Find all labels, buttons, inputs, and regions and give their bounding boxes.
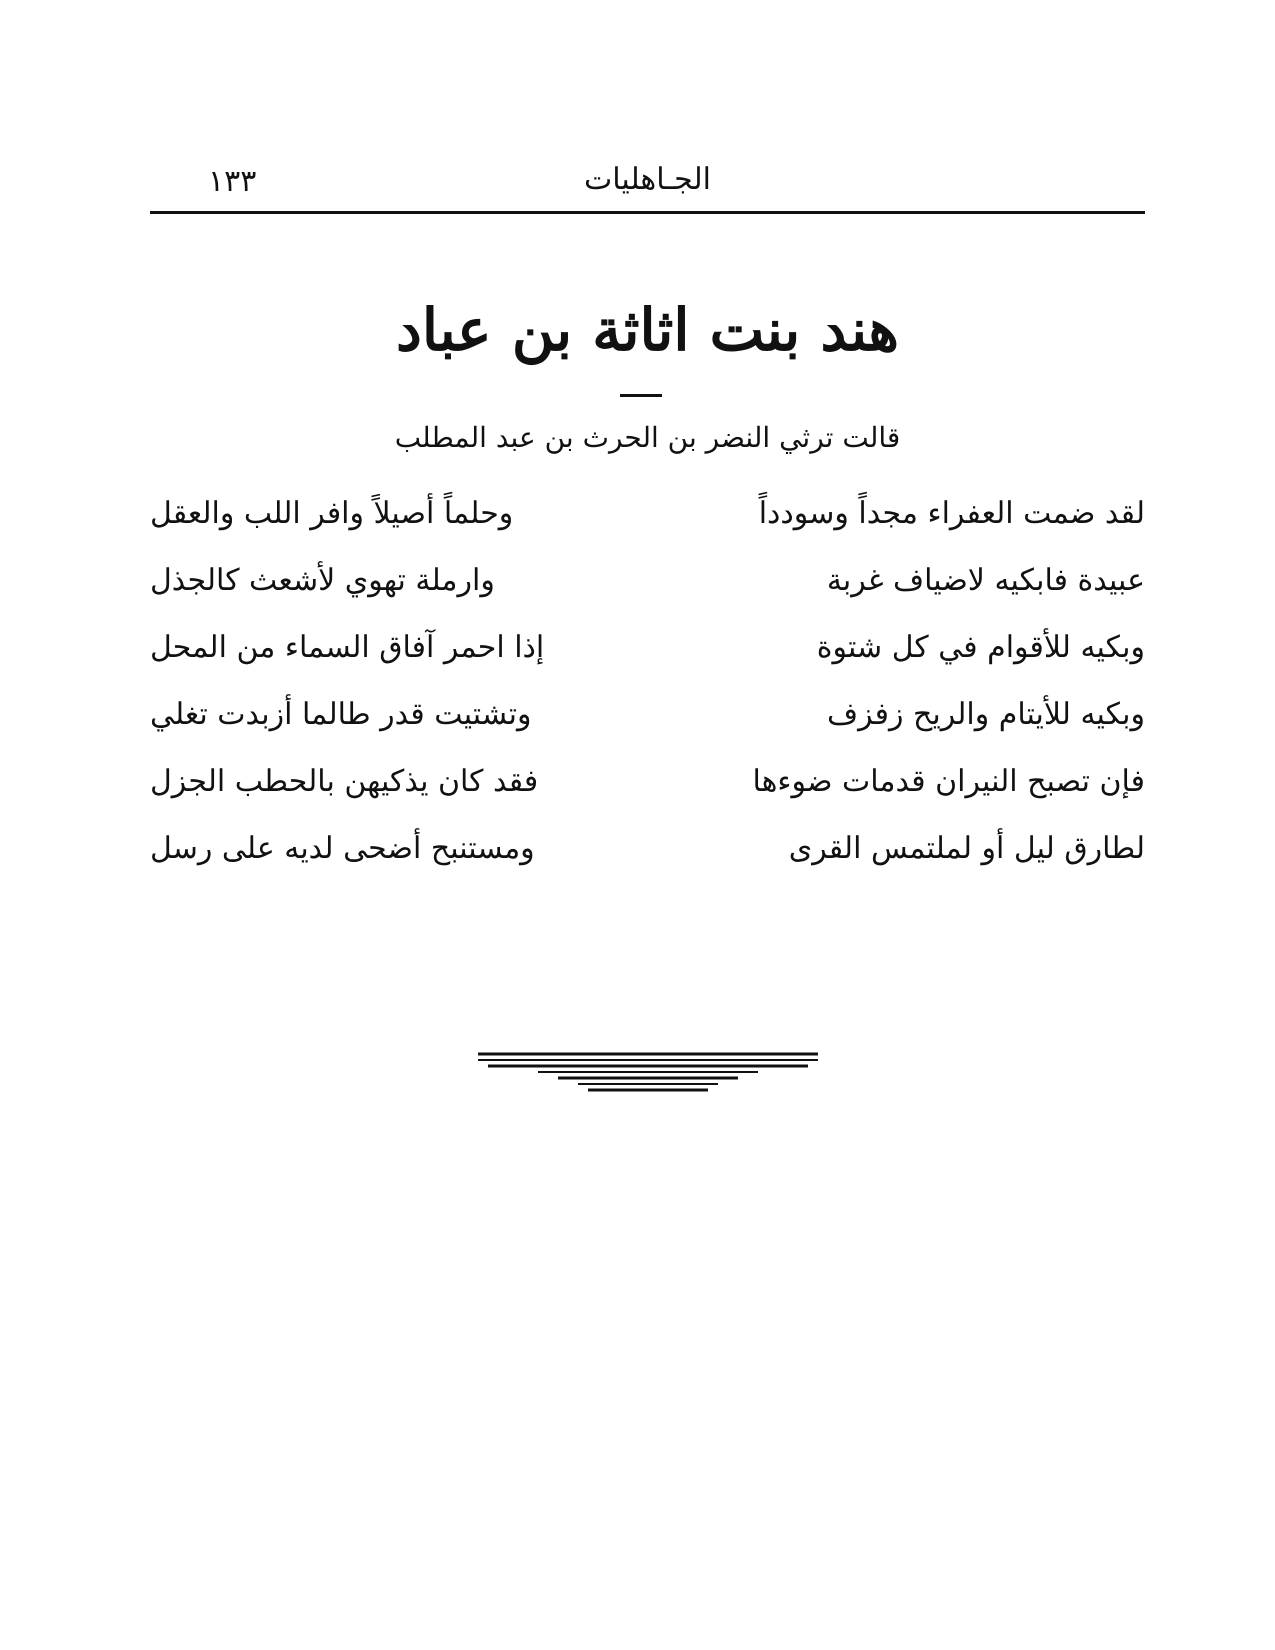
poem-title: هند بنت اثاثة بن عباد (396, 296, 899, 364)
verse-row (150, 614, 1145, 681)
verse-second-hemistich: إذا احمر آفاق السماء من المحل (150, 630, 545, 665)
verse-first-hemistich: لطارق ليل أو لملتمس القرى (788, 831, 1145, 866)
verse-second-hemistich: وتشتيت قدر طالما أزبدت تغلي (150, 697, 532, 732)
title-divider (620, 394, 662, 397)
verse-first-hemistich: فإن تصبح النيران قدمات ضوءها (752, 764, 1145, 799)
page-number: ١٣٣ (208, 164, 257, 199)
verse-second-hemistich: فقد كان يذكيهن بالحطب الجزل (150, 764, 539, 799)
end-ornament (478, 1048, 818, 1096)
poem-subtitle: قالت ترثي النضر بن الحرث بن عبد المطلب (394, 421, 901, 454)
verse-first-hemistich: وبكيه للأقوام في كل شتوة (816, 630, 1145, 665)
verse-second-hemistich: وارملة تهوي لأشعث كالجذل (150, 563, 495, 598)
verse-second-hemistich: ومستنبح أضحى لديه على رسل (150, 831, 535, 866)
verse-row (150, 547, 1145, 614)
verse-row (150, 480, 1145, 547)
verse-first-hemistich: وبكيه للأيتام والريح زفزف (826, 697, 1145, 732)
verse-list (150, 480, 1145, 882)
header-rule (150, 211, 1145, 214)
verse-first-hemistich: عبيدة فابكيه لاضياف غربة (826, 563, 1145, 598)
page-header (150, 160, 1145, 210)
verse-second-hemistich: وحلماً أصيلاً وافر اللب والعقل (150, 496, 514, 531)
verse-first-hemistich: لقد ضمت العفراء مجداً وسودداً (758, 496, 1145, 531)
verse-row (150, 681, 1145, 748)
verse-row (150, 748, 1145, 815)
running-title: الجـاهليات (584, 162, 711, 197)
verse-row (150, 815, 1145, 882)
